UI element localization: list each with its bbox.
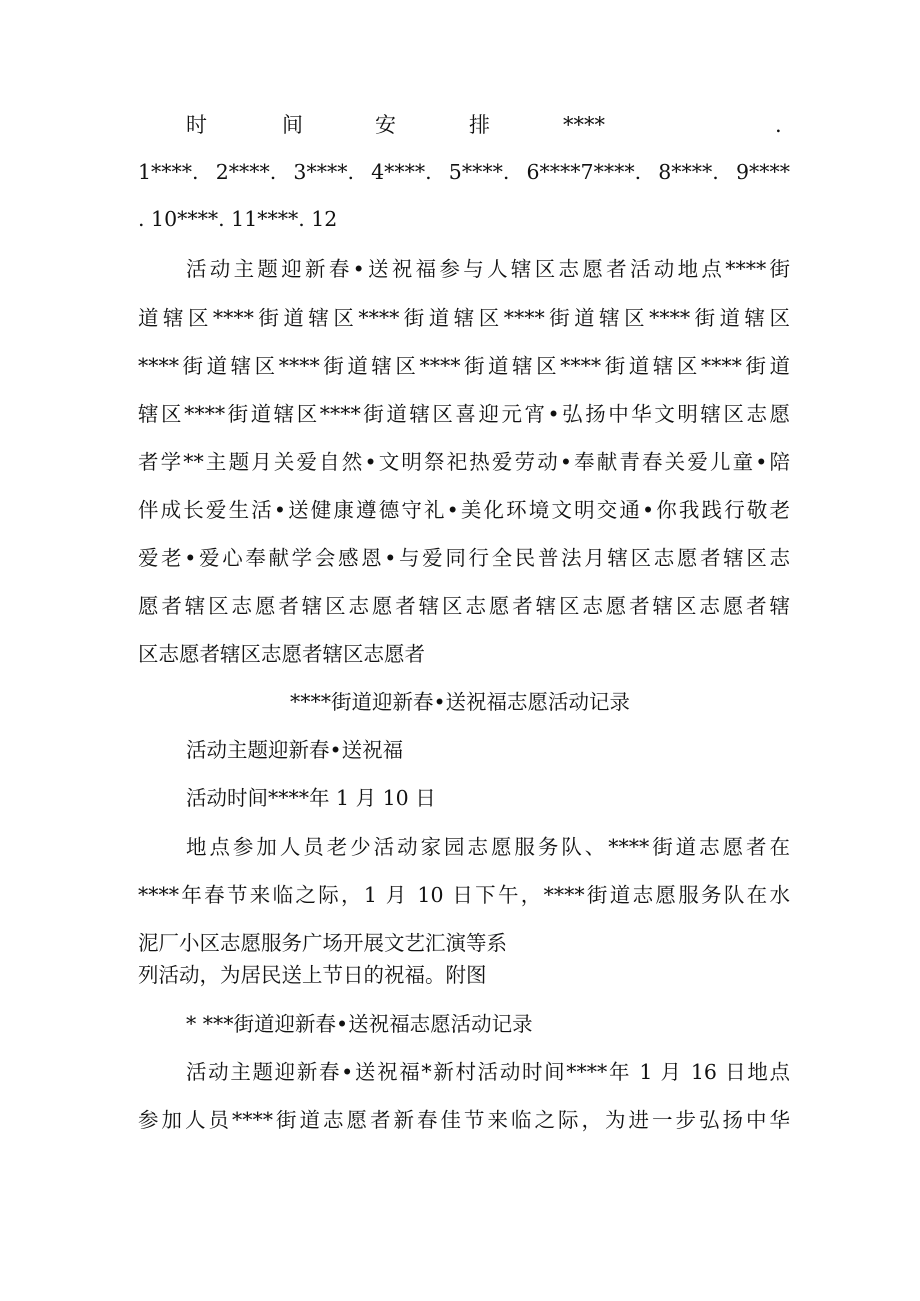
paragraph-line: 区志愿者辖区志愿者辖区志愿者 xyxy=(138,642,425,666)
record-theme: 活动主题迎新春•送祝福 xyxy=(186,738,404,762)
record-body-line: 参加人员****街道志愿者新春佳节来临之际，为进一步弘扬中华 xyxy=(138,1108,790,1132)
schedule-header-stars: **** xyxy=(563,113,605,137)
record-title: ****街道迎新春•送祝福志愿活动记录 xyxy=(289,690,631,714)
schedule-header-char: 时 xyxy=(186,113,207,137)
record-body-line: 活动主题迎新春•送祝福*新村活动时间****年 1 月 16 日地点 xyxy=(186,1060,790,1084)
schedule-header-char: 排 xyxy=(469,113,490,137)
paragraph-line: 活动主题迎新春•送祝福参与人辖区志愿者活动地点****街 xyxy=(186,257,790,281)
record-body-line: 列活动，为居民送上节日的祝福。附图 xyxy=(138,963,487,987)
schedule-line: 1****. 2****. 3****. 4****. 5****. 6****7****. 8****. 9**** xyxy=(138,160,790,184)
record-title: * ***街道迎新春•送祝福志愿活动记录 xyxy=(186,1012,533,1036)
paragraph-line: 辖区****街道辖区****街道辖区喜迎元宵•弘扬中华文明辖区志愿 xyxy=(138,402,790,426)
schedule-header-char: 安 xyxy=(375,113,396,137)
record-body-line: 泥厂小区志愿服务广场开展文艺汇演等系 xyxy=(138,931,507,955)
paragraph-line: 爱老•爱心奉献学会感恩•与爱同行全民普法月辖区志愿者辖区志 xyxy=(138,546,790,570)
schedule-line: . 10****. 11****. 12 xyxy=(138,207,338,231)
paragraph-line: 愿者辖区志愿者辖区志愿者辖区志愿者辖区志愿者辖区志愿者辖 xyxy=(138,594,790,618)
record-time: 活动时间****年 1 月 10 日 xyxy=(186,786,436,810)
record-body-line: ****年春节来临之际，1 月 10 日下午，****街道志愿服务队在水 xyxy=(138,883,790,907)
paragraph-line: 伴成长爱生活•送健康遵德守礼•美化环境文明交通•你我践行敬老 xyxy=(138,498,790,522)
record-body-line: 地点参加人员老少活动家园志愿服务队、****街道志愿者在 xyxy=(186,835,790,859)
paragraph-line: ****街道辖区****街道辖区****街道辖区****街道辖区****街道 xyxy=(138,354,790,378)
schedule-header-dot: . xyxy=(775,113,782,137)
paragraph-line: 者学**主题月关爱自然•文明祭祀热爱劳动•奉献青春关爱儿童•陪 xyxy=(138,450,790,474)
paragraph-line: 道辖区****街道辖区****街道辖区****街道辖区****街道辖区 xyxy=(138,306,790,330)
schedule-header-char: 间 xyxy=(282,113,303,137)
